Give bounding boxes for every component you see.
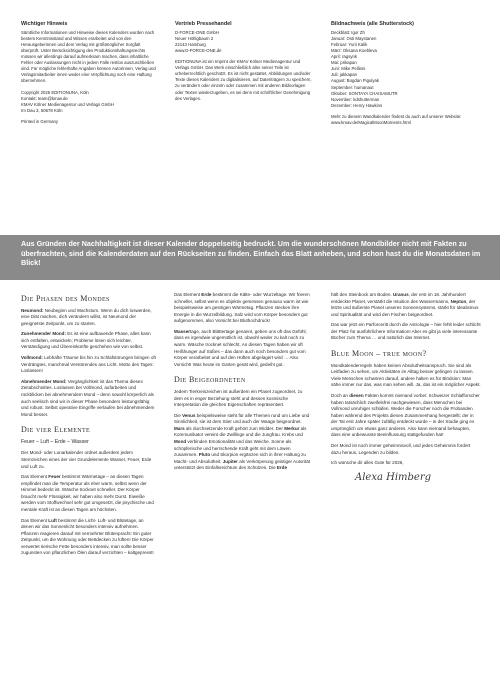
- credit-line: August: Bogdan Pigulyak: [331, 78, 380, 84]
- credit-line: Juli: jakkapan: [331, 72, 358, 78]
- notice-text: Sämtliche Informationen und Hinweise dieses Kalenders wurden nach bestem Kenntnisstand und Wissen erarbeitet und von den Herausgeberinnen und dem Verlag mit größtmöglicher Sorgfalt überprüft. Unter Berücksichtigung des Produktionshaftungsrechts müssen wir allerdings darauf aufmerksam machen, dass inhaltliche Fehler oder Auslassungen nicht in jedem Falle restlos auszuschließen sind. Für mögliche fehlerhafte Angaben können Autorinnen, Verlag und Verlagsmitarbeiter innen weder eine Verpflichtung noch eine Haftung übernehmen.: [21, 29, 156, 84]
- paragraph-text: , der letzte und äußerste Planet unseres Sonnensystems, stärkt für Idealismus und Spiritualität und wird den Fischen beigeordnet.: [331, 298, 479, 317]
- planet-term: Jupiter: [222, 458, 238, 464]
- dignity-note: Das war jetzt ein Parforceritt durch die Astrologie – hier fehlt leider schlicht der Platz für ausführlichere Information! Aber es gibt ja viele interessante Bücher zum Thema … und natürlich das Internet.: [331, 322, 481, 341]
- banner-text: Aus Gründen der Nachhaltigkeit ist dieser Kalender doppelseitig bedruckt. Um die wunderschönen Mondbilder nicht mit Fakten zu überfrachten, sind die Kalenderdaten auf den Rückseiten zu finden. Einfach das Blatt anheben, und schon hast du die Monatsdaten im Blick!: [21, 239, 481, 268]
- company-line: KMAV Kölner Medienagentur und Verlags GmbH: [21, 101, 114, 107]
- imprint-column-3: [331, 21, 481, 126]
- phases-column: [21, 292, 156, 557]
- bluemoon-p3: Der Mond ist noch immer geheimnisvoll, und jedes Geheimnis fordert dazu heraus, Legenden zu bilden.: [331, 443, 471, 455]
- notice-title: Wichtiger Hinweis: [21, 21, 68, 27]
- distribution-link[interactable]: www.D-FORCE-ONE.de: [175, 47, 222, 53]
- credit-line: Juni: Mike Pellinni: [331, 66, 366, 72]
- distribution-line: Neuer Höltigbaum 2: [175, 35, 214, 41]
- distribution-line: 22143 Hamburg: [175, 41, 206, 47]
- printed-in: Printed in Germany: [21, 118, 59, 124]
- credit-line: Deckblatt: Igor Zh: [331, 29, 365, 35]
- paragraph-text: beispielsweise steht für alle Themen rund um Liebe und Sinnlichkeit, sie ist dem Stier und auch der Waage beigeordnet.: [174, 412, 310, 425]
- planet-term: Venus: [182, 412, 196, 418]
- elements-title: Die vier Elemente: [21, 425, 91, 435]
- planet-term: Mars: [174, 425, 185, 431]
- dignity-paragraph-continued: [331, 292, 481, 318]
- paragraph-text: als Kommunikator vereint die Zwillinge und die Jungfrau. Krebs und: [174, 425, 307, 438]
- credit-line: März: Oksana Koebleva: [331, 47, 377, 53]
- credit-line: Mai: prikapan: [331, 60, 357, 66]
- credit-line: September: humanaut: [331, 84, 374, 90]
- elements-column: [174, 292, 312, 472]
- paragraph-text: als Verkörperung geistiger Autorität unterstützt den Einfallsreichtum des Schützen. Die: [174, 458, 310, 471]
- contact-line: Kontakt: team@kmav.de: [21, 95, 68, 101]
- phase-vollmond: Vollmond: Lebhafte Träume bis hin zu Schlafstörungen bringen oft Verdrängtes, manchmal Verstörendes ans Licht. Motto des Tages: Loslassen!: [21, 355, 156, 374]
- credit-line: Oktober: SONTAYA CHAISAMUTR: [331, 90, 398, 96]
- planet-term: Uranus: [392, 292, 409, 297]
- elements-subtitle: Feuer – Luft – Erde – Wasser: [21, 438, 89, 445]
- paragraph-text: verbinden Emotionalität und das Weiche. Sonne als schöpferische und herrschende Kraft geht mit dem Löwen zusammen.: [174, 439, 292, 458]
- credit-line: April: ragsynk: [331, 54, 358, 60]
- rights-text: EDITIONUNA ist ein Imprint der KMAV Kölner Medienagentur und Verlags GmbH. Das Werk einschließlich aller seiner Teile ist urheberrechtlich geschützt. Es ist nicht gestattet, Abbildungen und/oder Texte dieses Kalenders zu digitalisieren, auf Datenträgern zu speichern, zu verändern oder einzeln oder zusammen mit anderen Bildvorlagen oder Texten wiederzugeben, es sei denn mit schriftlicher Genehmigung des Verlages.: [175, 59, 312, 101]
- imprint-column-2: [175, 21, 312, 102]
- paragraph-text: und Skorpion ergänzen sich in ihrer Haltung zu Macht- und Absolutheit.: [174, 452, 306, 464]
- credits-title: Bildnachweis (alle Shutterstock): [331, 21, 414, 27]
- phase-zunehmend: Zunehmender Mond: Es ist eine aufbauende Phase, alles kann sich entfalten, entwickeln; Probleme lösen sich leichter, Verständigung und Übereinkünfte geschehen wie von selbst.: [21, 331, 151, 350]
- elements-intro: Der Mond- oder Lunarkalender ordnet außerdem jedem Sternzeichen eines der vier Grundelemente Wasser, Feuer, Erde und Luft zu.: [21, 450, 152, 469]
- bluemoon-title: Blue Moon – true moon?: [331, 349, 427, 359]
- bluemoon-p1: Mondkalenderregeln haben keinen Absolutheitsanspruch. Sie sind als Leitfaden zu sehen, um Aktivitäten im Alltag besser gelingen zu lassen. Viele Menschen schwören darauf, andere halten es für Blödsinn: Man sähe immer nur das, was man sehen will. Ja, das ist ein möglicher Aspekt.: [331, 362, 481, 388]
- planet-term: Merkur: [284, 425, 300, 431]
- website-link[interactable]: www.kmav.de/MagicalMoonMoments.html: [331, 119, 411, 125]
- copyright-line: Copyright 2025 EDITIONUNA, Köln: [21, 89, 89, 95]
- dignity-title: Die Beigeordneten: [174, 375, 246, 385]
- dignity-paragraph: [174, 413, 312, 472]
- phases-title: Die Phasen des Mondes: [21, 294, 110, 303]
- imprint-column-1: [21, 21, 157, 125]
- paragraph-text: , der erst im 18. Jahrhundert entdeckte Planet, verstärkt die Intuition des Wassermanns,: [331, 292, 466, 304]
- bluemoon-p4: Ich wünsche dir alles Gute für 2026,: [331, 460, 404, 466]
- planet-term: Neptun: [450, 298, 467, 304]
- credit-line: Januar: Osti Maystanen: [331, 35, 377, 41]
- bluemoon-p2: Doch an diesen Fakten kommt niemand vorbei: Schweizer Schlafforscher haben tatsächlich zweifelsfrei nachgewiesen, dass Menschen bei Vollmond unruhiger schlafen. Weder die Forscher noch die Probanden haben während des Projekts diesen Zusammenhang hergestellt; der in der Tat erst Jahre später zufällig entdeckt wurde – in der Studie ging es ursprünglich um etwas ganz anderes. Also kann niemand behaupten, dass eine unbewusste Beeinflussung stattgefunden hat!: [331, 392, 480, 438]
- element-feuer: Das Element Feuer bestimmt Wärmetage – an diesen Tagen empfindet man die Temperatur als eher warm, selbst wenn der Himmel bedeckt ist. Wäsche trocknet schneller. Der Körper braucht mehr Flüssigkeit, wir haben also mehr Durst. Eiweiße werden vom Stoffwechsel sehr gut umgesetzt, die psychische und mentale Kraft ist an diesen Tagen am höchsten.: [21, 474, 154, 513]
- planet-term: Mond: [174, 439, 187, 444]
- distribution-title: Vertrieb Pressehandel: [175, 21, 232, 27]
- phase-abnehmend: Abnehmender Mond: Vergänglichkeit ist das Thema dieses Zeitabschnittes. Loslassen bei Vollmond, aufarbeiten und rückblicken bei abnehmendem Mond – denn sowohl körperlich als auch seelisch sind wir in dieser Phase besonders leistungsfähig und robust. Selbst operative Eingriffe verlaufen bei abnehmendem Mond besser.: [21, 378, 155, 417]
- sustainability-banner: [0, 235, 500, 280]
- planet-term: Pluto: [198, 452, 211, 458]
- element-luft: Das Element Luft bestimmt die Licht- Luft- und Blütetage, an denen wir das Sonnenlicht besonders intensiv aufnehmen. Pflanzen reagieren darauf mit vermehrter Blütenpracht: Ein guter Zeitpunkt, um die Wohnung oder Bettdecken zu lüften! Die Körper verwertet tierische Fette besonders intensiv, man sollte besser zugunsten von pflanzlichen Ölen darauf verzichten – kaltgepresst!: [21, 517, 154, 556]
- dignity-intro: Jedem Tierkreiszeichen ist außerdem ein Planet zugeordnet, zu dem es in enger Beziehung steht und dessen kosmische Interpretation die gleichen Eigenschaften repräsentiert.: [174, 388, 303, 408]
- paragraph-text: Die: [174, 412, 183, 418]
- credit-line: November: kdshutterman: [331, 96, 380, 102]
- credit-line: Dezember: Henry Hawkins: [331, 102, 383, 108]
- paragraph-text: als durchsetzende Kraft gehört zum Widder. Der: [184, 425, 285, 431]
- phase-neumond: Neumond: Neubeginn und Wachstum. Wenn du dich loswerden, eine Diät machen, dich verändern willst, ist Neumond der geeignetste Zeitpunkt, um zu starten.: [21, 307, 152, 326]
- paragraph-text: hält den Steinbock am Boden.: [331, 292, 393, 297]
- signature: Alexa Himberg: [355, 471, 432, 483]
- planet-term: Erde: [276, 465, 287, 471]
- element-erde: Das Element Erde bestimmt die Kälte- oder Wurzeltage. Wir frieren schneller, selbst wenn es objektiv gemessen genauso warm ist wie beispielsweise am gestrigen Wärmetag. Pflanzen stecken ihre Energie in die Wurzelbildung. Salz wird vom Körper besonders gut aufgenommen, also Vorsicht bei Bluthochdruck!: [174, 292, 310, 324]
- element-wasser: Wassertage, auch Blättertage genannt, geben uns oft das Gefühl, dass es irgendwie ungemütlich ist, obwohl weder zu kalt noch zu warm. Wäsche trocknet schlecht. An diesen Tagen haben wir oft Heißhunger auf Süßes – das dann auch noch besonders gut vom Körper verarbeitet und auf den Hüften abgelagert wird … Also Vorsicht! Was heute im Garten gesät wird, gedeiht gut.: [174, 328, 307, 367]
- credit-line: Februar: Yurii Kalik: [331, 41, 368, 47]
- bluemoon-column: [331, 292, 481, 485]
- more-info-text: Mehr zu diesem Wandkalender findest du auch auf unserer Website:: [331, 113, 462, 119]
- address-line: Im Dau 3, 50678 Köln: [21, 107, 63, 113]
- distribution-line: D-FORCE-ONE GmbH: [175, 29, 219, 35]
